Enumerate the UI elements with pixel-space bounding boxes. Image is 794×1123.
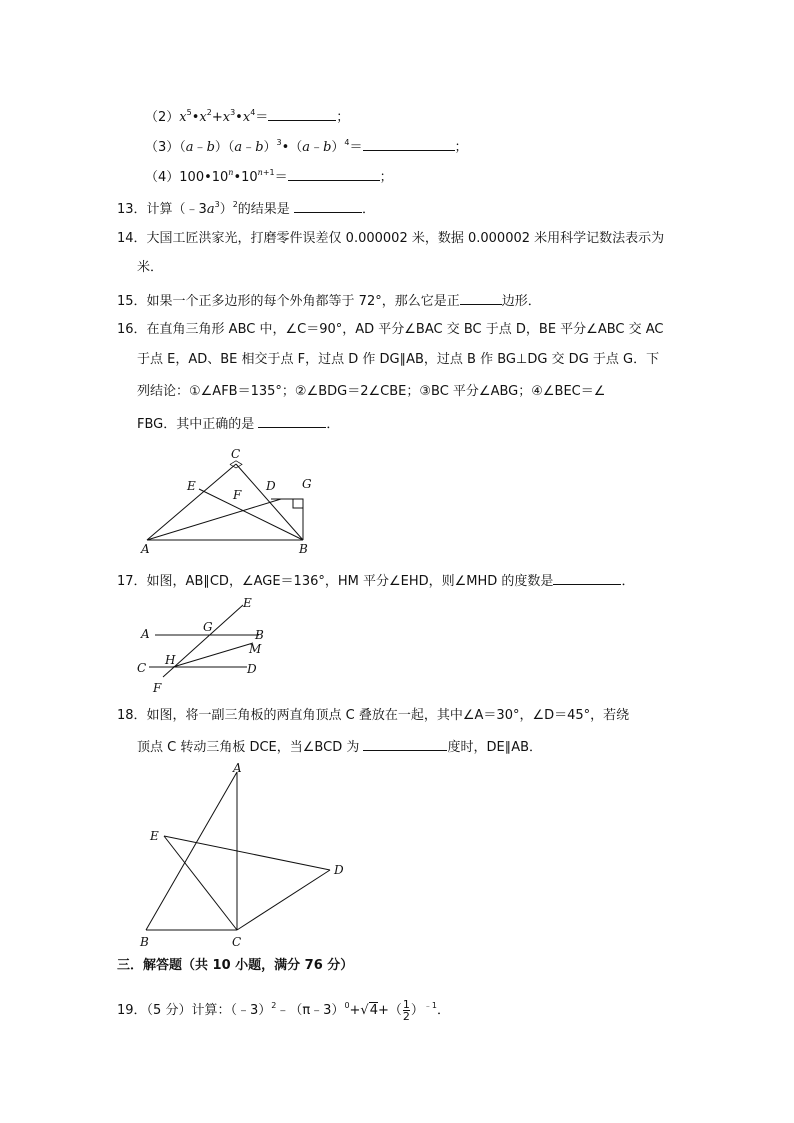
label-D: D <box>334 863 344 877</box>
answer-blank[interactable] <box>268 107 336 121</box>
answer-blank[interactable] <box>363 137 455 151</box>
answer-blank[interactable] <box>258 414 326 428</box>
label-A: A <box>141 542 150 556</box>
q12-part3: （3）（a﹣b）（a﹣b）$^3$•（a﹣b）$^4$＝ ； <box>145 138 468 155</box>
question-13: 13．计算$(﹣3a^3)^2$的结果是 ． <box>117 200 375 217</box>
question-16-line3: 列结论：①∠AFB＝135°；②∠BDG＝2∠CBE；③BC 平分∠ABG；④∠BEC＝∠ <box>137 384 606 399</box>
q12-part2: $(2)x^5•x^2+x^3•x^4=$ ； <box>145 108 350 125</box>
question-16-line2: 于点 E，AD、BE 相交于点 F，过点 D 作 DG∥AB，过点 B 作 BG⊥DG 交 DG 于点 G．下 <box>137 352 660 367</box>
question-14-cont: 米． <box>137 260 164 275</box>
label-E: E <box>187 479 196 493</box>
question-16-line1: 16．在直角三角形 ABC 中，∠C＝90°，AD 平分∠BAC 交 BC 于点 D，BE 平分∠ABC 交 AC <box>117 322 664 337</box>
q12-part4: $(4)100•10^n•10^{n+1}=$ ； <box>145 168 393 185</box>
label-H: H <box>165 653 176 667</box>
question-18-line2: 顶点 C 转动三角板 DCE，当∠BCD 为 度时，DE∥AB． <box>137 737 542 757</box>
label-E: E <box>150 829 159 843</box>
question-14: 14．大国工匠洪家光，打磨零件误差仅 0.000002 米，数据 0.000002 米用科学记数法表示为 <box>117 231 665 246</box>
label-C: C <box>137 661 147 675</box>
label-C: C <box>232 935 242 949</box>
label-B: B <box>140 935 149 949</box>
label-C: C <box>231 447 241 461</box>
figure-q16 <box>135 446 325 556</box>
question-17: 17．如图，AB∥CD，∠AGE＝136°，HM 平分∠EHD，则∠MHD 的度数是 ． <box>117 571 634 591</box>
answer-blank[interactable] <box>460 291 502 305</box>
label-D: D <box>247 662 257 676</box>
label-F: F <box>153 681 162 695</box>
label-D: D <box>266 479 276 493</box>
answer-blank[interactable] <box>294 199 362 213</box>
label-G: G <box>203 620 213 634</box>
figure-q18 <box>140 760 350 950</box>
question-18-line1: 18．如图，将一副三角板的两直角顶点 C 叠放在一起，其中∠A＝30°，∠D＝45°，若绕 <box>117 708 630 723</box>
question-16-line4: FBG．其中正确的是 ． <box>137 414 339 434</box>
answer-blank[interactable] <box>288 167 380 181</box>
label-F: F <box>233 488 242 502</box>
label-B: B <box>299 542 308 556</box>
answer-blank[interactable] <box>363 737 447 751</box>
question-19: 19．（5 分）计算：（﹣3）$^2$﹣（π﹣3）$^0$+√4+（ $\frac{1}{2}$ ）$^{﹣1}$． <box>117 998 451 1023</box>
question-15: 15．如果一个正多边形的每个外角都等于 72°，那么它是正 边形． <box>117 291 541 311</box>
figure-q17 <box>135 595 275 695</box>
label-M: M <box>249 642 262 656</box>
label-A: A <box>141 627 150 641</box>
label-G: G <box>302 477 312 491</box>
label-E: E <box>243 596 252 610</box>
label-A: A <box>233 761 242 775</box>
section-3-title: 三．解答题（共 10 小题，满分 76 分） <box>117 958 354 973</box>
answer-blank[interactable] <box>553 571 621 585</box>
label-B: B <box>255 628 264 642</box>
